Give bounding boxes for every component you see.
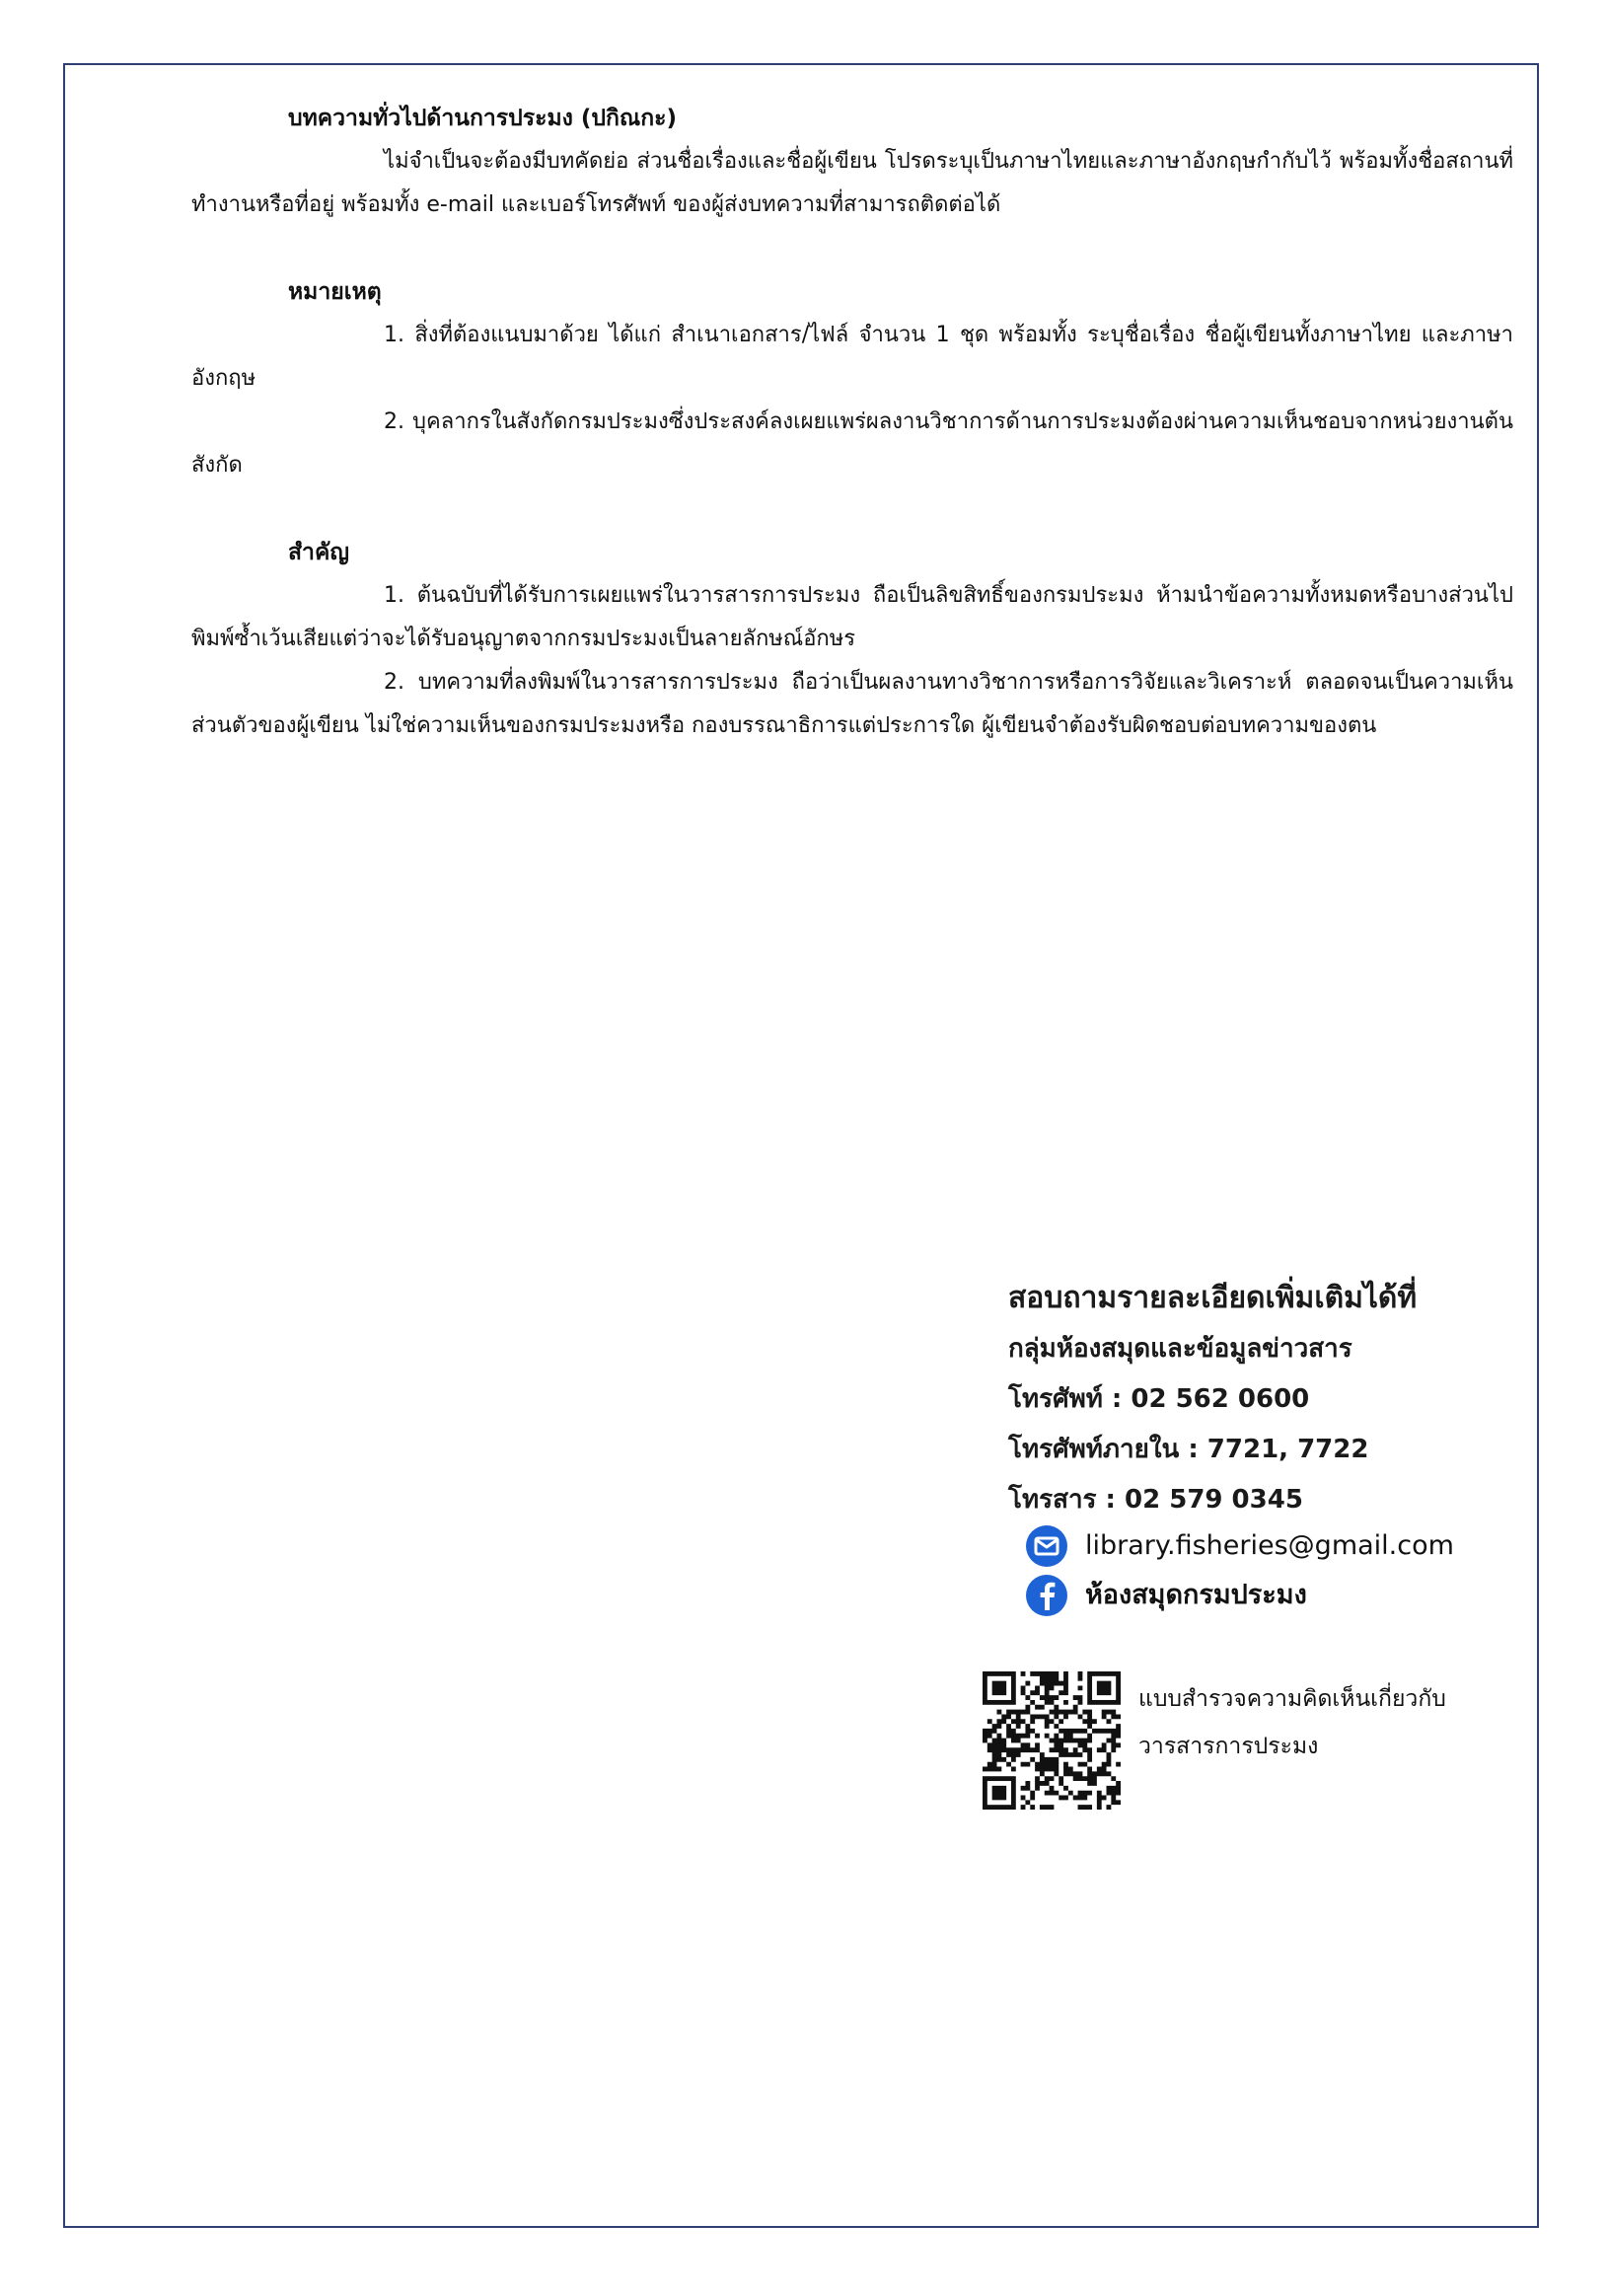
social-links	[1026, 1521, 1539, 1620]
survey-label-line-1: แบบสำรวจความคิดเห็นเกี่ยวกับ	[1138, 1686, 1446, 1712]
notes-heading: หมายเหตุ	[288, 279, 382, 305]
general-articles-heading: บทความทั่วไปด้านการประมง (ปกิณกะ)	[288, 106, 678, 131]
important-heading: สำคัญ	[288, 540, 349, 565]
notes-item-1: 1. สิ่งที่ต้องแนบมาด้วย ได้แก่ สำเนาเอกสาร/ไฟล์ จำนวน 1 ชุด พร้อมทั้ง ระบุชื่อเรื่อง ชื่อผู้เขียนทั้งภาษาไทย และภาษาอังกฤษ	[191, 323, 1513, 391]
important-item-1: 1. ต้นฉบับที่ได้รับการเผยแพร่ในวารสารการประมง ถือเป็นลิขสิทธิ์ของกรมประมง ห้ามนำข้อความทั้งหมดหรือบางส่วนไปพิมพ์ซ้ำเว้นเสียแต่ว่าจะได้รับอนุญาตจากกรมประมงเป็นลายลักษณ์อักษร	[191, 583, 1513, 651]
email-address: library.fisheries@gmail.com	[1085, 1530, 1454, 1561]
general-articles-paragraph: ไม่จำเป็นจะต้องมีบทคัดย่อ ส่วนชื่อเรื่องและชื่อผู้เขียน โปรดระบุเป็นภาษาไทยและภาษาอังกฤษกำกับไว้ พร้อมทั้งชื่อสถานที่ทำงานหรือที่อยู่ พร้อมทั้ง e-mail และเบอร์โทรศัพท์ ของผู้ส่งบทความที่สามารถติดต่อได้	[191, 149, 1513, 217]
envelope-icon	[1026, 1525, 1067, 1567]
contact-phone: โทรศัพท์ : 02 562 0600	[1008, 1384, 1310, 1414]
guidelines-body	[191, 97, 1513, 748]
email-link[interactable]	[1026, 1521, 1539, 1571]
survey-section	[983, 1671, 1535, 1819]
contact-extension: โทรศัพท์ภายใน : 7721, 7722	[1008, 1435, 1369, 1464]
facebook-icon	[1026, 1575, 1067, 1616]
survey-qr-code[interactable]	[983, 1671, 1121, 1810]
contact-group: กลุ่มห้องสมุดและข้อมูลข่าวสาร	[1008, 1334, 1352, 1364]
notes-item-2: 2. บุคลากรในสังกัดกรมประมงซึ่งประสงค์ลงเผยแพร่ผลงานวิชาการด้านการประมงต้องผ่านความเห็นชอบจากหน่วยงานต้นสังกัด	[191, 409, 1513, 478]
survey-label	[1138, 1675, 1523, 1770]
facebook-link[interactable]	[1026, 1571, 1539, 1620]
facebook-page-name: ห้องสมุดกรมประมง	[1085, 1580, 1307, 1610]
contact-info	[1008, 1273, 1521, 1525]
contact-title: สอบถามรายละเอียดเพิ่มเติมได้ที่	[1008, 1281, 1418, 1315]
survey-label-line-2: วารสารการประมง	[1138, 1734, 1319, 1759]
important-item-2: 2. บทความที่ลงพิมพ์ในวารสารการประมง ถือว่าเป็นผลงานทางวิชาการหรือการวิจัยและวิเคราะห์ ตลอดจนเป็นความเห็นส่วนตัวของผู้เขียน ไม่ใช่ความเห็นของกรมประมงหรือ กองบรรณาธิการแต่ประการใด ผู้เขียนจำต้องรับผิดชอบต่อบทความของตน	[191, 670, 1513, 738]
contact-fax: โทรสาร : 02 579 0345	[1008, 1485, 1303, 1515]
